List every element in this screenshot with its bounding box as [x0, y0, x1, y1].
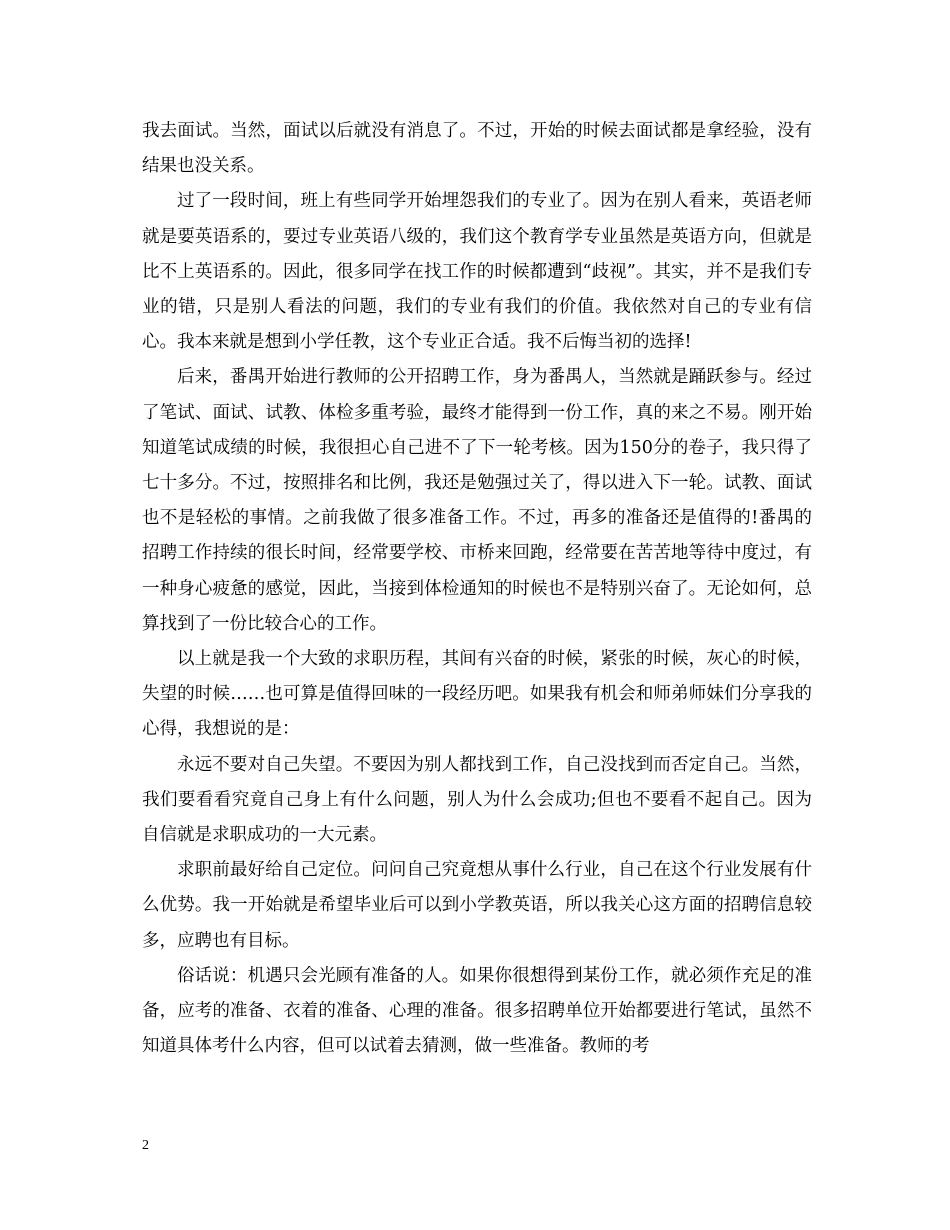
body-text: [142, 114, 812, 1064]
paragraph-7: 俗话说：机遇只会光顾有准备的人。如果你很想得到某份工作，就必须作充足的准备，应考的准备、衣着的准备、心理的准备。很多招聘单位开始都要进行笔试，虽然不知道具体考什么内容，但可以试着去猜测，做一些准备。教师的考: [142, 965, 812, 1057]
paragraph-1: 我去面试。当然，面试以后就没有消息了。不过，开始的时候去面试都是拿经验，没有结果也没关系。: [142, 121, 812, 177]
paragraph-4: 以上就是我一个大致的求职历程，其间有兴奋的时候，紧张的时候，灰心的时候，失望的时候……也可算是值得回味的一段经历吧。如果我有机会和师弟师妹们分享我的心得，我想说的是：: [142, 649, 812, 740]
page-number: 2: [142, 1138, 149, 1153]
paragraph-2: 过了一段时间，班上有些同学开始埋怨我们的专业了。因为在别人看来，英语老师就是要英语系的，要过专业英语八级的，我们这个教育学专业虽然是英语方向，但就是比不上英语系的。因此，很多同学在找工作的时候都遭到“歧视”。其实，并不是我们专业的错，只是别人看法的问题，我们的专业有我们的价值。我依然对自己的专业有信心。我本来就是想到小学任教，这个专业正合适。我不后悔当初的选择!: [142, 191, 812, 353]
paragraph-3: 后来，番禺开始进行教师的公开招聘工作，身为番禺人，当然就是踊跃参与。经过了笔试、面试、试教、体检多重考验，最终才能得到一份工作，真的来之不易。刚开始知道笔试成绩的时候，我很担心自己进不了下一轮考核。因为150分的卷子，我只得了七十多分。不过，按照排名和比例，我还是勉强过关了，得以进入下一轮。试教、面试也不是轻松的事情。之前我做了很多准备工作。不过，再多的准备还是值得的!番禺的招聘工作持续的很长时间，经常要学校、市桥来回跑，经常要在苦苦地等待中度过，有一种身心疲惫的感觉，因此，当接到体检通知的时候也不是特别兴奋了。无论如何，总算找到了一份比较合心的工作。: [142, 367, 812, 634]
paragraph-5: 永远不要对自己失望。不要因为别人都找到工作，自己没找到而否定自己。当然，我们要看看究竟自己身上有什么问题，别人为什么会成功;但也不要看不起自己。因为自信就是求职成功的一大元素。: [142, 754, 812, 846]
paragraph-6: 求职前最好给自己定位。问问自己究竟想从事什么行业，自己在这个行业发展有什么优势。我一开始就是希望毕业后可以到小学教英语，所以我关心这方面的招聘信息较多，应聘也有目标。: [142, 860, 812, 951]
